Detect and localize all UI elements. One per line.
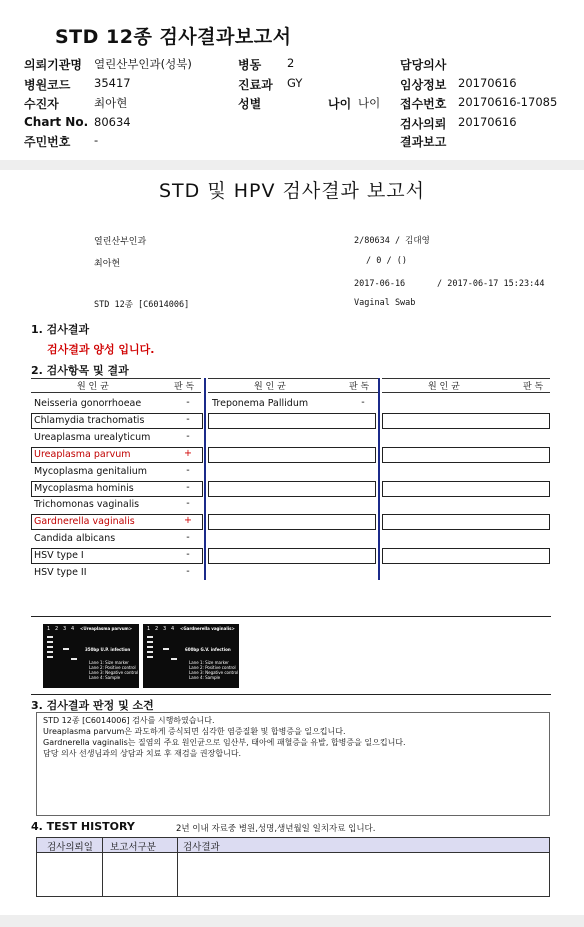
receipt-date: 2017-06-16 xyxy=(354,279,406,289)
gel-lane-number: 2 xyxy=(55,626,59,632)
header-field-label: 병원코드 xyxy=(24,78,71,92)
organism-name: Candida albicans xyxy=(34,533,116,545)
organism-result: - xyxy=(186,464,190,476)
empty-result-box xyxy=(208,447,376,463)
gel-lane-number: 3 xyxy=(163,626,167,632)
report-datetime: / 2017-06-17 15:23:44 xyxy=(437,279,545,289)
header-title: STD 12종 검사결과보고서 xyxy=(55,26,292,48)
gel-legend-line: Lane 2: Positive control xyxy=(189,665,236,670)
test-code: STD 12종 [C6014006] xyxy=(94,300,190,310)
finding-line: STD 12종 [C6014006] 검사를 시행하였습니다. xyxy=(43,716,215,725)
header-field-label: 담당의사 xyxy=(400,58,447,72)
gel-band xyxy=(147,646,153,648)
organism-result: - xyxy=(361,397,365,408)
header-field-label: 접수번호 xyxy=(400,97,447,111)
gel-lane-number: 4 xyxy=(171,626,175,632)
gel-band xyxy=(147,636,153,638)
history-col-divider xyxy=(177,838,178,896)
empty-result-box xyxy=(382,514,550,530)
report-title: STD 및 HPV 검사결과 보고서 xyxy=(158,180,426,202)
organism-name: Chlamydia trachomatis xyxy=(34,414,145,426)
empty-result-box xyxy=(382,481,550,497)
finding-line: Ureaplasma parvum은 과도하게 증식되면 심각한 염증질환 및 합병증을 일으킵니다. xyxy=(43,727,346,736)
gel-legend-line: Lane 1: Size marker xyxy=(89,660,129,665)
header-field-label: 병동 xyxy=(238,58,262,72)
specimen: Vaginal Swab xyxy=(354,298,416,308)
organism-name: HSV type II xyxy=(34,567,87,578)
gel-band xyxy=(47,651,53,653)
organism-result: - xyxy=(186,498,190,510)
gel-band xyxy=(147,651,153,653)
patient-name: 최아현 xyxy=(94,259,121,269)
organism-result: - xyxy=(186,532,190,544)
empty-result-box xyxy=(382,413,550,429)
gel-legend-line: Lane 4: Sample xyxy=(89,675,121,680)
column-divider xyxy=(204,378,206,580)
header-field-label: 나이 xyxy=(328,97,352,111)
col-organism-label: 원 인 균 xyxy=(428,382,460,392)
gel-title: <Gardnerella vaginalis> xyxy=(180,626,235,631)
organism-result: - xyxy=(186,566,190,577)
doctor-line: 2/80634 / 김대영 xyxy=(354,236,430,246)
header-field-value: 20170616 xyxy=(458,76,517,90)
table-header-col3 xyxy=(382,378,550,393)
header-field-value: 나이 xyxy=(358,96,381,110)
history-note: 2년 이내 자료중 병원,성명,생년월일 일치자료 입니다. xyxy=(176,824,376,834)
organism-name: Neisseria gonorrhoeae xyxy=(34,398,142,409)
gel-lane-number: 1 xyxy=(47,626,51,632)
header-field-value: 2 xyxy=(287,56,295,70)
gel-band xyxy=(147,641,153,643)
organism-result: + xyxy=(184,447,192,459)
col-organism-label: 원 인 균 xyxy=(254,382,286,392)
organism-name: Ureaplasma urealyticum xyxy=(34,431,151,443)
empty-result-box xyxy=(382,548,550,564)
header-field-value: 최아현 xyxy=(94,96,128,110)
table-header-col2 xyxy=(208,378,378,393)
empty-result-box xyxy=(208,413,376,429)
history-header-row xyxy=(37,838,549,853)
column-divider xyxy=(378,378,380,580)
gel-lane-number: 2 xyxy=(155,626,159,632)
header-field-label: 주민번호 xyxy=(24,135,71,149)
gel-band xyxy=(171,658,177,660)
header-field-label: 임상정보 xyxy=(400,78,447,92)
header-field-label: 결과보고 xyxy=(400,135,447,149)
hospital-name: 열린산부인과 xyxy=(94,237,147,247)
organism-result: - xyxy=(186,430,190,442)
col-result-label: 판 독 xyxy=(174,382,195,392)
organism-result: - xyxy=(186,481,190,493)
gel-legend-line: Lane 3: Negative control xyxy=(189,670,239,675)
organism-name: Ureaplasma parvum xyxy=(34,448,131,460)
section3-heading: 3. 검사결과 판정 및 소견 xyxy=(31,699,154,712)
empty-result-box xyxy=(208,548,376,564)
col-result-label: 판 독 xyxy=(523,382,544,392)
gel-band xyxy=(47,646,53,648)
history-col-divider xyxy=(102,838,103,896)
empty-result-box xyxy=(208,514,376,530)
col-result-label: 판 독 xyxy=(349,382,370,392)
divider xyxy=(31,616,551,617)
gel-lane-number: 3 xyxy=(63,626,67,632)
gel-band xyxy=(47,656,53,658)
history-col-request-date: 검사의뢰일 xyxy=(47,842,93,853)
organism-name: Trichomonas vaginalis xyxy=(34,499,140,511)
header-field-value: 20170616-17085 xyxy=(458,95,558,109)
page-separator xyxy=(0,160,584,170)
gel-band-label: 600bp G.V. infection xyxy=(185,647,231,652)
gel-legend-line: Lane 4: Sample xyxy=(189,675,221,680)
organism-name: HSV type I xyxy=(34,550,84,562)
organism-name: Treponema Pallidum xyxy=(212,398,309,409)
gel-legend-line: Lane 2: Positive control xyxy=(89,665,136,670)
gel-band xyxy=(71,658,77,660)
header-field-value: 80634 xyxy=(94,115,131,129)
empty-result-box xyxy=(382,447,550,463)
header-field-label: 진료과 xyxy=(238,78,273,92)
header-field-label: 성별 xyxy=(238,97,262,111)
organism-name: Gardnerella vaginalis xyxy=(34,516,135,528)
header-field-label: 검사의뢰 xyxy=(400,117,447,131)
organism-result: + xyxy=(184,515,192,527)
history-col-result: 검사결과 xyxy=(183,842,220,853)
header-field-value: GY xyxy=(287,76,303,90)
gel-lane-number: 1 xyxy=(147,626,151,632)
col-organism-label: 원 인 균 xyxy=(77,382,109,392)
section4-heading: 4. TEST HISTORY xyxy=(31,820,135,833)
history-col-report-type: 보고서구분 xyxy=(110,842,156,853)
gel-legend-line: Lane 1: Size marker xyxy=(189,660,229,665)
gel-band xyxy=(47,636,53,638)
finding-line: Gardnerella vaginalis는 질염의 주요 원인균으로 임산부, 태아에 패혈증을 유발, 합병증을 일으킵니다. xyxy=(43,738,406,747)
gel-band xyxy=(47,641,53,643)
divider xyxy=(31,694,551,695)
organism-result: - xyxy=(186,549,190,561)
header-field-label: Chart No. xyxy=(24,115,89,129)
history-table xyxy=(36,837,550,897)
header-field-value: 35417 xyxy=(94,76,131,90)
section2-heading: 2. 검사항목 및 결과 xyxy=(31,364,129,377)
gel-lane-number: 4 xyxy=(71,626,75,632)
findings-box xyxy=(36,712,550,816)
header-field-label: 의뢰기관명 xyxy=(24,58,82,72)
finding-line: 담당 의사 선생님과의 상담과 치료 후 재검을 권장합니다. xyxy=(43,749,242,758)
header-field-value: - xyxy=(94,133,99,147)
organism-name: Mycoplasma genitalium xyxy=(34,465,148,477)
gel-band xyxy=(147,656,153,658)
header-field-label: 수진자 xyxy=(24,97,59,111)
table-header-col1 xyxy=(31,378,201,393)
header-field-value: 20170616 xyxy=(458,115,517,129)
gel-title: <Ureaplasma parvum> xyxy=(80,626,133,631)
gel-legend-line: Lane 3: Negative control xyxy=(89,670,139,675)
empty-result-box xyxy=(208,481,376,497)
gel-band xyxy=(163,648,169,650)
positive-result-text: 검사결과 양성 입니다. xyxy=(47,343,155,356)
organism-name: Mycoplasma hominis xyxy=(34,482,134,494)
organism-result: - xyxy=(186,413,190,425)
header-field-value: 열린산부인과(성북) xyxy=(94,57,192,71)
gel-band-label: 350bp U.P. infection xyxy=(85,647,131,652)
section1-heading: 1. 검사결과 xyxy=(31,323,90,336)
organism-result: - xyxy=(186,397,190,408)
patient-extra: / 0 / () xyxy=(366,256,407,266)
gel-band xyxy=(63,648,69,650)
